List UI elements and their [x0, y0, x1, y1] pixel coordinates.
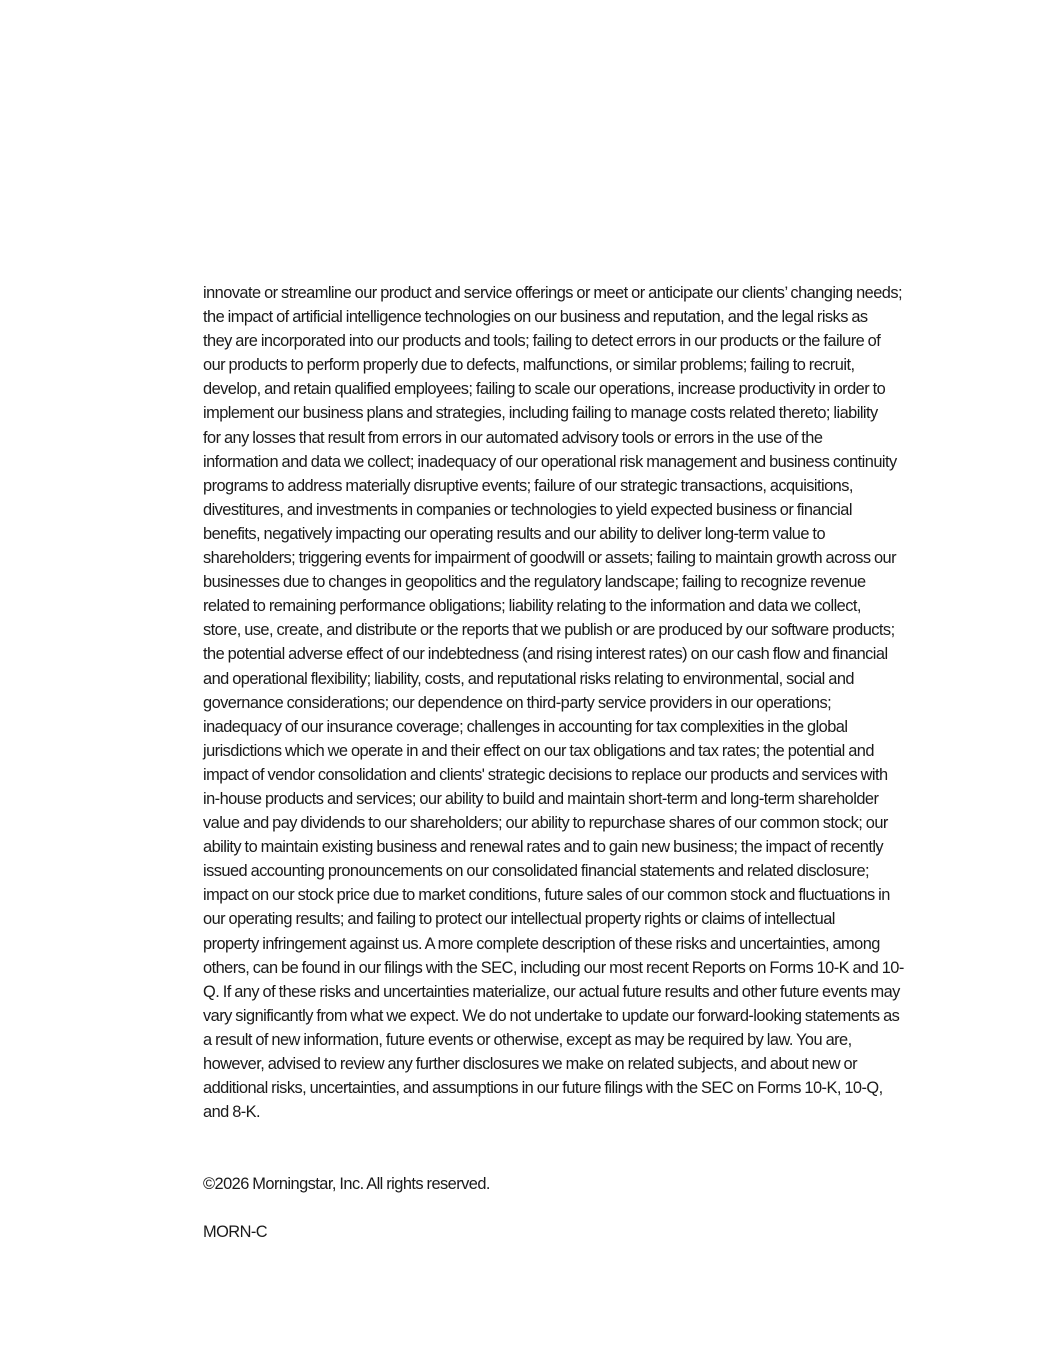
paragraph-line: issued accounting pronouncements on our consolidated financial statements and related disclosure; — [203, 862, 870, 881]
paragraph-line: additional risks, uncertainties, and assumptions in our future filings with the SEC on Forms 10-K, 10-Q, — [203, 1079, 883, 1098]
paragraph-line: for any losses that result from errors in our automated advisory tools or errors in the use of the — [203, 428, 823, 447]
paragraph-line: programs to address materially disruptive events; failure of our strategic transactions, acquisitions, — [203, 476, 853, 495]
paragraph-line: divestitures, and investments in companies or technologies to yield expected business or financial — [203, 500, 852, 519]
paragraph-line: others, can be found in our filings with the SEC, including our most recent Reports on Forms 10-K and 10- — [203, 958, 904, 977]
paragraph-line: businesses due to changes in geopolitics and the regulatory landscape; failing to recognize revenue — [203, 573, 866, 592]
paragraph-line: they are incorporated into our products and tools; failing to detect errors in our products or the failure of — [203, 332, 881, 351]
paragraph-line: implement our business plans and strategies, including failing to manage costs related thereto; liability — [203, 404, 878, 423]
paragraph-line: our operating results; and failing to protect our intellectual property rights or claims of intellectual — [203, 910, 835, 929]
paragraph-line: our products to perform properly due to defects, malfunctions, or similar problems; failing to recruit, — [203, 356, 855, 375]
paragraph-line: governance considerations; our dependence on third-party service providers in our operations; — [203, 693, 832, 712]
paragraph-line: and operational flexibility; liability, costs, and reputational risks relating to environmental, social and — [203, 669, 854, 688]
paragraph-line: value and pay dividends to our shareholders; our ability to repurchase shares of our common stock; our — [203, 814, 888, 833]
paragraph-line: property infringement against us. A more complete description of these risks and uncertainties, among — [203, 934, 880, 953]
paragraph-line: store, use, create, and distribute or the reports that we publish or are produced by our software products; — [203, 621, 895, 640]
paragraph-line: the impact of artificial intelligence technologies on our business and reputation, and the legal risks as — [203, 308, 868, 327]
forward-looking-statements-paragraph — [203, 281, 938, 1124]
paragraph-line: develop, and retain qualified employees; failing to scale our operations, increase productivity in order to — [203, 380, 886, 399]
paragraph-line: and 8-K. — [203, 1103, 261, 1122]
paragraph-line: impact on our stock price due to market conditions, future sales of our common stock and fluctuations in — [203, 886, 890, 905]
document-code: MORN-C — [203, 1223, 268, 1242]
paragraph-line: related to remaining performance obligations; liability relating to the information and data we collect, — [203, 597, 861, 616]
paragraph-line: a result of new information, future events or otherwise, except as may be required by law. You are, — [203, 1030, 852, 1049]
paragraph-line: however, advised to review any further disclosures we make on related subjects, and about new or — [203, 1055, 857, 1073]
paragraph-line: benefits, negatively impacting our operating results and our ability to deliver long-term value to — [203, 524, 826, 543]
paragraph-line: the potential adverse effect of our indebtedness (and rising interest rates) on our cash flow and financial — [203, 645, 888, 664]
paragraph-line: in-house products and services; our ability to build and maintain short-term and long-term shareholder — [203, 789, 879, 808]
paragraph-line: innovate or streamline our product and service offerings or meet or anticipate our clients’ changing needs; — [203, 284, 902, 302]
paragraph-line: vary significantly from what we expect. We do not undertake to update our forward-looking statements as — [203, 1006, 900, 1025]
copyright-notice: ©2026 Morningstar, Inc. All rights reserved. — [203, 1175, 490, 1194]
paragraph-line: shareholders; triggering events for impairment of goodwill or assets; failing to maintain growth across our — [203, 549, 897, 568]
paragraph-line: impact of vendor consolidation and clients' strategic decisions to replace our products and services with — [203, 765, 888, 784]
paragraph-line: ability to maintain existing business and renewal rates and to gain new business; the impact of recently — [203, 838, 884, 857]
paragraph-line: jurisdictions which we operate in and their effect on our tax obligations and tax rates; the potential and — [203, 741, 874, 760]
paragraph-line: information and data we collect; inadequacy of our operational risk management and business continuity — [203, 452, 897, 471]
paragraph-line: inadequacy of our insurance coverage; challenges in accounting for tax complexities in the global — [203, 717, 848, 736]
document-content — [203, 281, 938, 1244]
paragraph-line: Q. If any of these risks and uncertainties materialize, our actual future results and other future events may — [203, 982, 900, 1001]
